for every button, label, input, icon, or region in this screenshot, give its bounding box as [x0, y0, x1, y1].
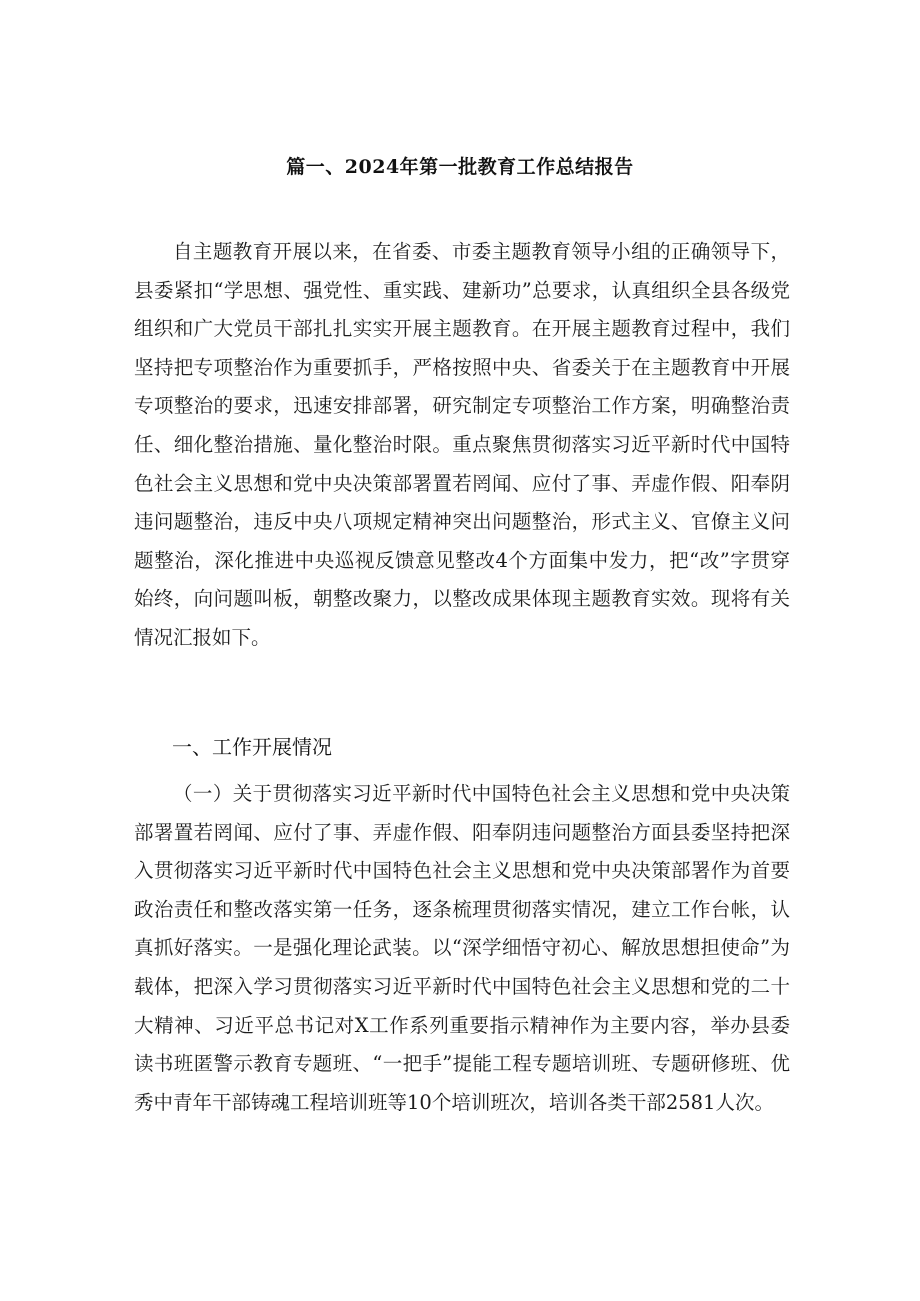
document-title: 篇一、2024年第一批教育工作总结报告: [286, 156, 634, 178]
section-heading: 一、工作开展情况: [172, 735, 332, 759]
intro-paragraph: 自主题教育开展以来，在省委、市委主题教育领导小组的正确领导下，县委紧扣“学思想、强党性、重实践、建新功”总要求，认真组织全县各级党组织和广大党员干部扎扎实实开展主题教育。在开展主题教育过程中，我们坚持把专项整治作为重要抓手，严格按照中央、省委关于在主题教育中开展专项整治的要求，迅速安排部署，研究制定专项整治工作方案，明确整治责任、细化整治措施、量化整治时限。重点聚焦贯彻落实习近平新时代中国特色社会主义思想和党中央决策部署置若罔闻、应付了事、弄虚作假、阳奉阴违问题整治，违反中央八项规定精神突出问题整治，形式主义、官僚主义问题整治，深化推进中央巡视反馈意见整改4个方面集中发力，把“改”字贯穿始终，向问题叫板，朝整改聚力，以整改成果体现主题教育实效。现将有关情况汇报如下。: [134, 240, 790, 649]
section-paragraph: （一）关于贯彻落实习近平新时代中国特色社会主义思想和党中央决策部署置若罔闻、应付了事、弄虚作假、阳奉阴违问题整治方面县委坚持把深入贯彻落实习近平新时代中国特色社会主义思想和党中央决策部署作为首要政治责任和整改落实第一任务，逐条梳理贯彻落实情况，建立工作台帐，认真抓好落实。一是强化理论武装。以“深学细悟守初心、解放思想担使命”为载体，把深入学习贯彻落实习近平新时代中国特色社会主义思想和党的二十大精神、习近平总书记对X工作系列重要指示精神作为主要内容，举办县委读书班匿警示教育专题班、“一把手”提能工程专题培训班、专题研修班、优秀中青年干部铸魂工程培训班等10个培训班次，培训各类干部2581人次。: [134, 782, 790, 1114]
